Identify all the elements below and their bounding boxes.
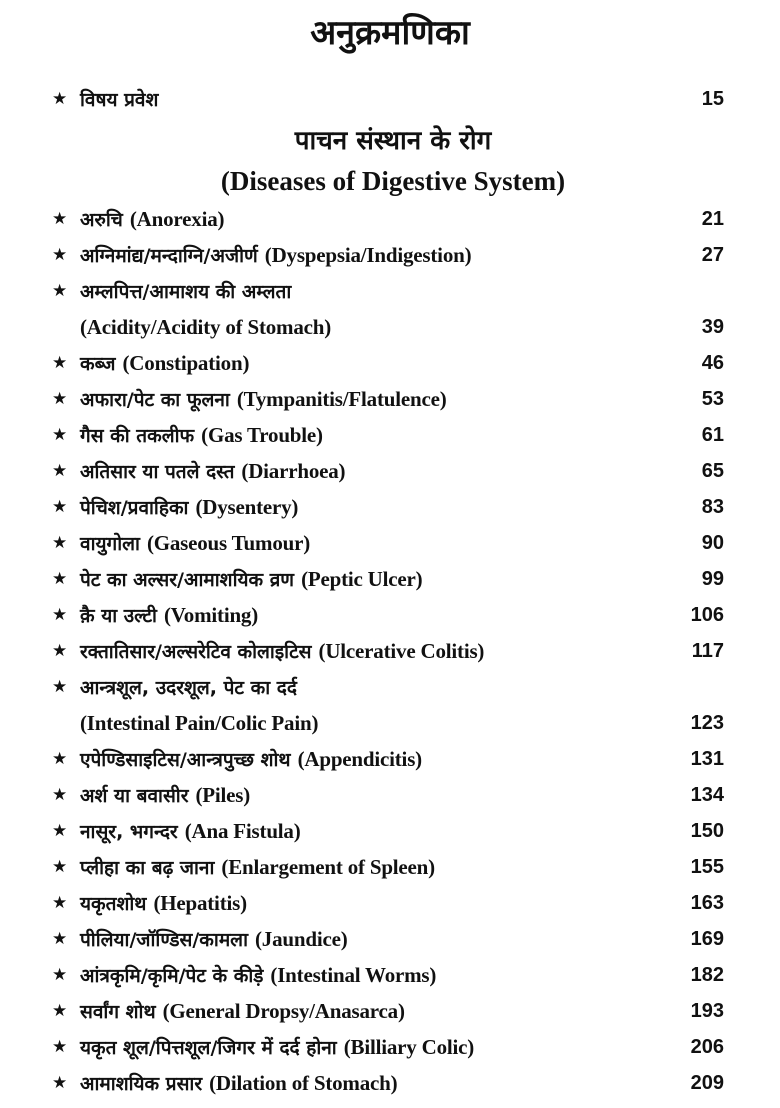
entry-page: 106 <box>690 603 724 626</box>
entry-english: (Intestinal Pain/Colic Pain) <box>80 710 319 735</box>
star-bullet-icon: ★ <box>52 209 68 229</box>
entry-page: 134 <box>690 783 724 806</box>
entry-page: 117 <box>691 639 724 662</box>
toc-entry <box>52 957 724 993</box>
entry-page: 123 <box>690 711 724 734</box>
entry-hindi: पेचिश/प्रवाहिका <box>80 497 189 519</box>
entry-english: (Enlargement of Spleen) <box>221 854 435 879</box>
star-bullet-icon: ★ <box>52 569 68 589</box>
entry-hindi: पेट का अल्सर/आमाशयिक व्रण <box>80 569 295 591</box>
table-of-contents <box>52 81 724 1101</box>
entry-hindi: आन्त्रशूल, उदरशूल, पेट का दर्द <box>80 677 297 699</box>
entry-page: 193 <box>690 999 724 1022</box>
star-bullet-icon: ★ <box>52 245 68 265</box>
entry-page: 155 <box>690 855 724 878</box>
entry-page: 21 <box>701 207 724 230</box>
toc-entry <box>52 777 724 813</box>
entry-hindi: यकृतशोथ <box>80 893 147 915</box>
entry-page: 182 <box>690 963 724 986</box>
entry-page: 99 <box>701 567 724 590</box>
entry-hindi: आंत्रकृमि/कृमि/पेट के कीड़े <box>80 965 264 987</box>
star-bullet-icon: ★ <box>52 965 68 985</box>
entry-english: (Peptic Ulcer) <box>301 566 423 591</box>
toc-entry <box>52 633 724 669</box>
star-bullet-icon: ★ <box>52 1001 68 1021</box>
section-heading-english: (Diseases of Digestive System) <box>220 165 566 196</box>
entry-page: 209 <box>690 1071 724 1094</box>
toc-entry-intro <box>52 81 724 117</box>
toc-entry <box>52 1065 724 1101</box>
entry-english: (Piles) <box>195 782 251 807</box>
toc-entry <box>52 813 724 849</box>
toc-entry <box>52 993 724 1029</box>
toc-entry <box>52 561 724 597</box>
star-bullet-icon: ★ <box>52 1037 68 1057</box>
entry-hindi: अम्लपित्त/आमाशय की अम्लता <box>80 281 292 303</box>
entry-english: (Gas Trouble) <box>201 422 323 447</box>
entry-english: (Constipation) <box>122 350 250 375</box>
entry-hindi: अग्निमांद्य/मन्दाग्नि/अजीर्ण <box>80 245 258 267</box>
entry-english: (Billiary Colic) <box>343 1034 475 1059</box>
entry-hindi: आमाशयिक प्रसार <box>80 1073 203 1095</box>
star-bullet-icon: ★ <box>52 89 68 109</box>
toc-entry-continuation <box>52 309 724 345</box>
toc-entry <box>52 381 724 417</box>
entry-english: (Ulcerative Colitis) <box>318 638 485 663</box>
entry-hindi: पीलिया/जॉण्डिस/कामला <box>80 929 248 951</box>
entry-english: (Anorexia) <box>129 206 225 231</box>
entry-english: (Vomiting) <box>163 602 259 627</box>
entry-english: (Acidity/Acidity of Stomach) <box>80 314 332 339</box>
toc-entry-continuation <box>52 705 724 741</box>
entry-hindi: वायुगोला <box>80 533 140 555</box>
toc-entry <box>52 741 724 777</box>
star-bullet-icon: ★ <box>52 677 68 697</box>
toc-entries <box>52 201 724 1101</box>
entry-page: 27 <box>701 243 724 266</box>
entry-english: (Hepatitis) <box>153 890 247 915</box>
entry-hindi: रक्तातिसार/अल्सरेटिव कोलाइटिस <box>80 641 312 663</box>
entry-page: 65 <box>701 459 724 482</box>
star-bullet-icon: ★ <box>52 749 68 769</box>
star-bullet-icon: ★ <box>52 497 68 517</box>
entry-hindi: नासूर, भगन्दर <box>80 821 178 843</box>
toc-entry <box>52 597 724 633</box>
star-bullet-icon: ★ <box>52 893 68 913</box>
entry-page: 61 <box>701 423 724 446</box>
entry-page: 169 <box>690 927 724 950</box>
entry-english: (Jaundice) <box>255 926 348 951</box>
toc-entry <box>52 345 724 381</box>
entry-hindi: प्लीहा का बढ़ जाना <box>80 857 215 879</box>
entry-english: (General Dropsy/Anasarca) <box>162 998 405 1023</box>
entry-hindi: सर्वांग शोथ <box>80 1001 156 1023</box>
toc-entry <box>52 417 724 453</box>
star-bullet-icon: ★ <box>52 605 68 625</box>
entry-english: (Ana Fistula) <box>184 818 301 843</box>
entry-hindi: यकृत शूल/पित्तशूल/जिगर में दर्द होना <box>80 1037 337 1059</box>
section-heading-hindi: पाचन संस्थान के रोग <box>294 126 492 156</box>
toc-entry <box>52 669 724 705</box>
toc-entry <box>52 921 724 957</box>
entry-english: (Tympanitis/Flatulence) <box>236 386 447 411</box>
page-title: अनुक्रमणिका <box>310 13 470 53</box>
entry-hindi: अफारा/पेट का फूलना <box>80 389 230 411</box>
toc-entry <box>52 273 724 309</box>
entry-hindi: विषय प्रवेश <box>80 89 159 111</box>
entry-hindi: एपेण्डिसाइटिस/आन्त्रपुच्छ शोथ <box>80 749 291 771</box>
star-bullet-icon: ★ <box>52 533 68 553</box>
toc-entry <box>52 525 724 561</box>
toc-entry <box>52 885 724 921</box>
entry-english: (Dysentery) <box>195 494 299 519</box>
star-bullet-icon: ★ <box>52 821 68 841</box>
star-bullet-icon: ★ <box>52 389 68 409</box>
entry-hindi: कब्ज <box>80 353 116 375</box>
entry-page: 83 <box>701 495 724 518</box>
entry-hindi: क़ै या उल्टी <box>80 605 157 627</box>
star-bullet-icon: ★ <box>52 461 68 481</box>
entry-hindi: अतिसार या पतले दस्त <box>80 461 235 483</box>
entry-page: 131 <box>690 747 724 770</box>
entry-page: 206 <box>690 1035 724 1058</box>
star-bullet-icon: ★ <box>52 1073 68 1093</box>
toc-entry <box>52 849 724 885</box>
entry-hindi: अरुचि <box>80 209 123 231</box>
entry-page: 15 <box>701 87 724 110</box>
toc-entry <box>52 237 724 273</box>
entry-page: 90 <box>701 531 724 554</box>
entry-hindi: गैस की तकलीफ <box>80 425 195 447</box>
entry-english: (Gaseous Tumour) <box>146 530 311 555</box>
entry-hindi: अर्श या बवासीर <box>80 785 189 807</box>
entry-page: 150 <box>690 819 724 842</box>
entry-english: (Intestinal Worms) <box>270 962 437 987</box>
entry-page: 53 <box>701 387 724 410</box>
toc-entry <box>52 489 724 525</box>
star-bullet-icon: ★ <box>52 785 68 805</box>
entry-page: 46 <box>701 351 724 374</box>
toc-entry <box>52 1029 724 1065</box>
star-bullet-icon: ★ <box>52 857 68 877</box>
toc-entry <box>52 453 724 489</box>
entry-page: 39 <box>701 315 724 338</box>
entry-english: (Dyspepsia/Indigestion) <box>264 242 472 267</box>
star-bullet-icon: ★ <box>52 641 68 661</box>
entry-english: (Appendicitis) <box>297 746 422 771</box>
toc-entry <box>52 201 724 237</box>
star-bullet-icon: ★ <box>52 353 68 373</box>
entry-english: (Diarrhoea) <box>241 458 346 483</box>
star-bullet-icon: ★ <box>52 281 68 301</box>
star-bullet-icon: ★ <box>52 425 68 445</box>
star-bullet-icon: ★ <box>52 929 68 949</box>
entry-english: (Dilation of Stomach) <box>209 1070 398 1095</box>
entry-page: 163 <box>690 891 724 914</box>
